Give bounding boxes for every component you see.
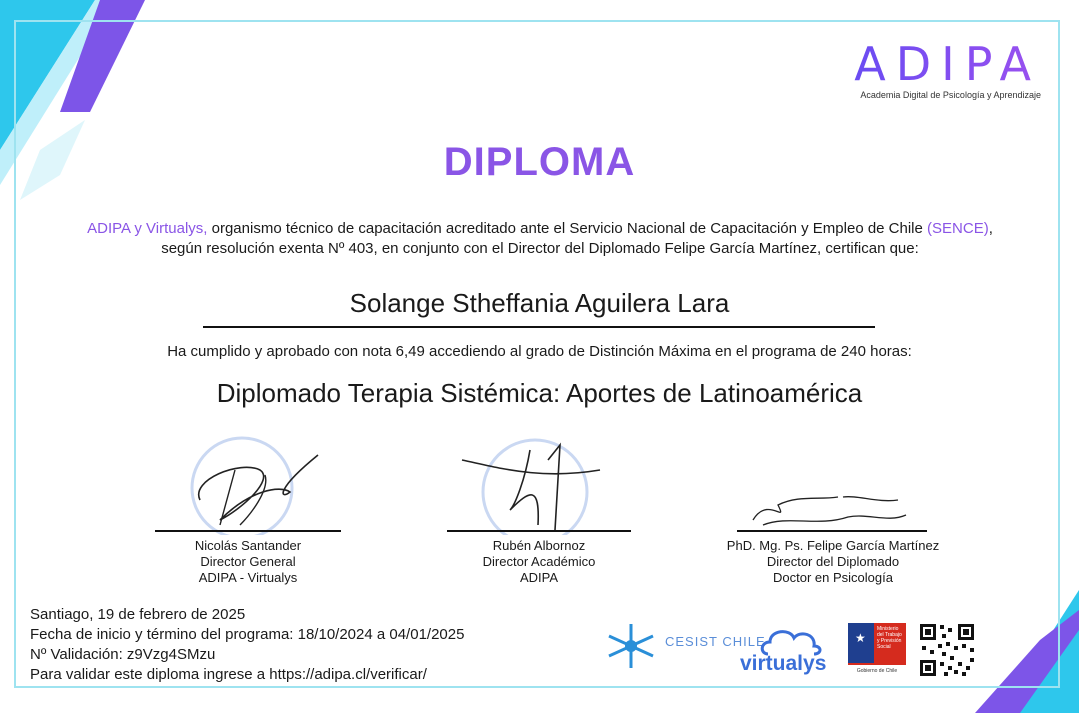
signer-1-role: Director General <box>200 554 296 569</box>
signature-2-drawing <box>460 430 610 535</box>
gobierno-logo <box>848 623 906 679</box>
intro-text2: , según resolución exenta Nº 403, en conjunto con el Director del Diplomado Felipe García Martínez, certifican que: <box>161 220 993 257</box>
signature-line-2 <box>447 530 631 532</box>
validation-code: Nº Validación: z9Vzg4SMzu <box>30 646 216 663</box>
signature-block-3 <box>717 530 949 586</box>
stamp-circle-icon <box>192 438 292 535</box>
signature-line-3 <box>737 530 927 532</box>
diploma-title: DIPLOMA <box>443 140 636 184</box>
logo-subtitle: Academia Digital de Psicología y Aprendizaje <box>860 90 1041 100</box>
intro-org1: ADIPA y Virtualys, <box>87 220 208 237</box>
gob-ministry: Ministerio del Trabajo y Previsión Social <box>877 626 902 650</box>
stamp-circle-icon <box>483 440 587 535</box>
gob-footer: Gobierno de Chile <box>848 663 906 681</box>
signer-1-name: Nicolás Santander <box>194 538 302 553</box>
signature-3-drawing <box>748 485 913 535</box>
cesist-logo-icon <box>603 620 659 672</box>
gob-red-block <box>874 623 906 663</box>
signer-2-org: ADIPA <box>519 570 559 585</box>
signer-3-name: PhD. Mg. Ps. Felipe García Martínez <box>726 538 940 553</box>
gob-blue-block <box>848 623 874 663</box>
signature-line-1 <box>155 530 341 532</box>
signature-stroke <box>753 497 906 525</box>
signer-2-name: Rubén Albornoz <box>492 538 586 553</box>
recipient-name: Solange Stheffania Aguilera Lara <box>349 288 730 318</box>
verify-url: Para validar este diploma ingrese a https://adipa.cl/verificar/ <box>30 666 427 683</box>
signature-block-2 <box>447 530 631 586</box>
grade-statement: Ha cumplido y aprobado con nota 6,49 accediendo al grado de Distinción Máxima en el programa de 240 horas: <box>167 343 912 360</box>
signer-3-org: Doctor en Psicología <box>773 570 893 585</box>
signer-3-role: Director del Diplomado <box>766 554 900 569</box>
virtualys-logo: virtualys <box>740 652 827 675</box>
gob-flag <box>848 623 906 663</box>
intro-org2: (SENCE) <box>927 220 989 237</box>
star-icon: ★ <box>855 631 866 645</box>
intro-text1: organismo técnico de capacitación acreditado ante el Servicio Nacional de Capacitación y Empleo de Chile <box>207 220 928 237</box>
signature-1-drawing <box>180 430 330 535</box>
signer-2-role: Director Académico <box>482 554 596 569</box>
signer-1-org: ADIPA - Virtualys <box>198 570 298 585</box>
signature-stroke <box>199 455 318 520</box>
name-underline <box>203 326 875 328</box>
program-name: Diplomado Terapia Sistémica: Aportes de Latinoamérica <box>216 378 863 408</box>
qr-code-icon <box>918 622 976 678</box>
footer-info <box>30 605 464 685</box>
program-dates: Fecha de inicio y término del programa: 18/10/2024 a 04/01/2025 <box>30 626 465 643</box>
signature-block-1 <box>155 530 341 586</box>
cesist-label: CESIST CHILE <box>665 634 766 649</box>
adipa-logo <box>854 37 1041 100</box>
place-date: Santiago, 19 de febrero de 2025 <box>30 606 246 623</box>
intro-paragraph <box>80 219 1000 259</box>
logo-wordmark: ADIPA <box>854 37 1041 91</box>
